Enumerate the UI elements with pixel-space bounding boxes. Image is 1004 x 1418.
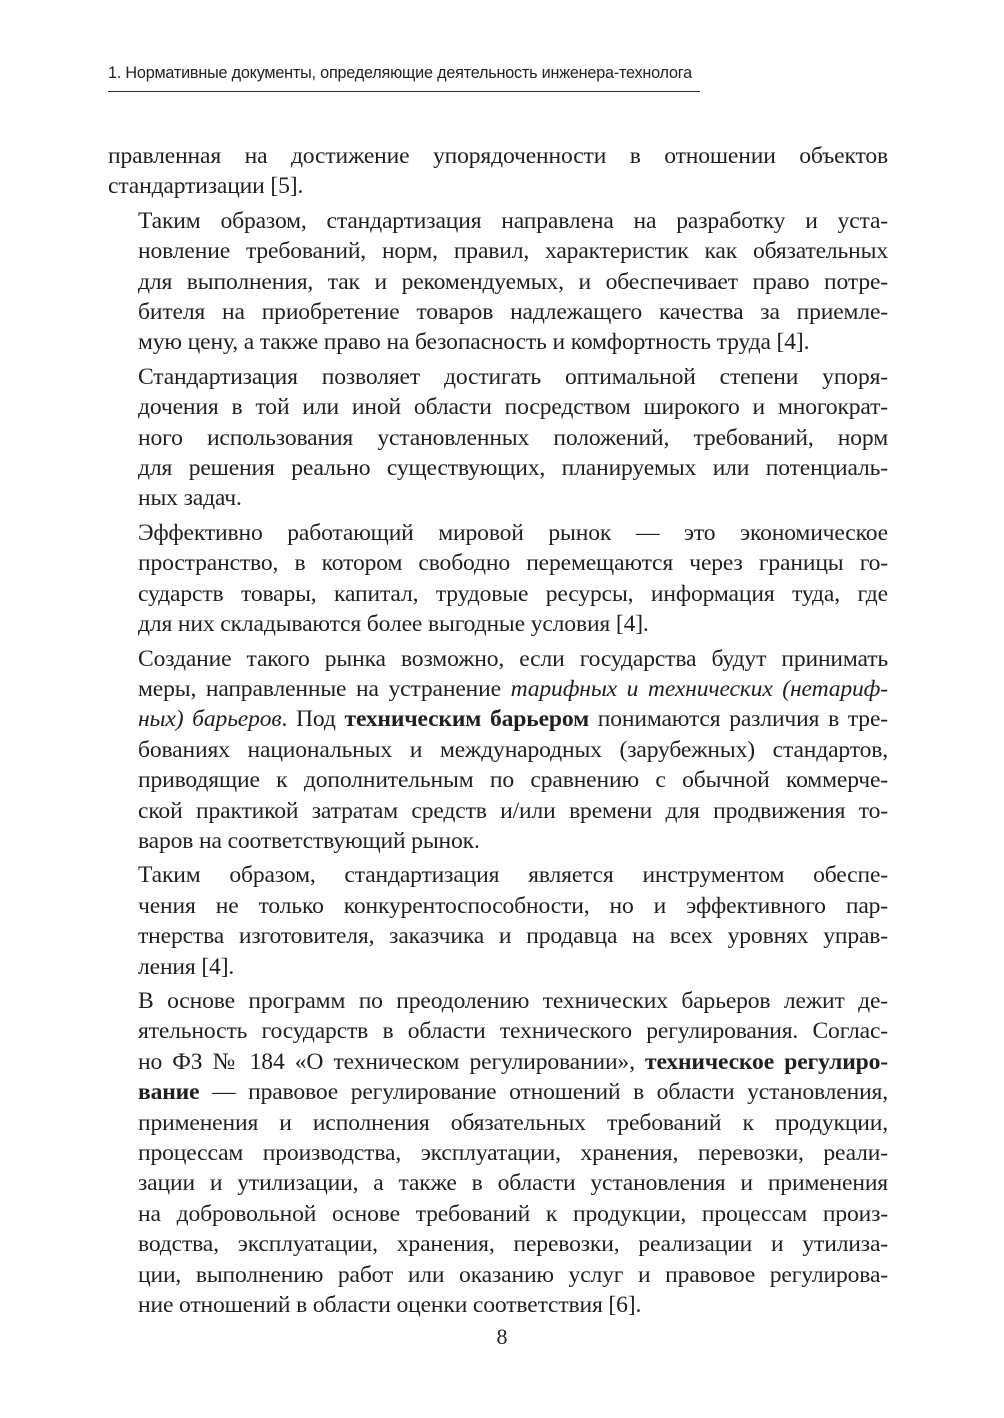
text-line: новление требований, норм, правил, характеристик как обязательных: [138, 238, 888, 265]
paragraph-3: [108, 362, 888, 514]
running-header: 1. Нормативные документы, определяющие деятельность инженера-технолога: [108, 64, 700, 92]
text-line: приводящие к дополнительным по сравнению с обычной коммерче-: [138, 767, 888, 794]
text-line: В основе программ по преодолению технических барьеров лежит де-: [138, 987, 888, 1014]
paragraph-1: [108, 141, 888, 202]
text-line: ции, выполнению работ или оказанию услуг и правовое регулирова-: [138, 1261, 888, 1288]
text-line: Таким образом, стандартизация направлена на разработку и уста-: [138, 207, 888, 234]
text-line: бованиях национальных и международных (зарубежных) стандартов,: [138, 736, 888, 763]
text-line: [108, 1047, 888, 1077]
text-line: [108, 1077, 888, 1107]
text-line: ного использования установленных положений, требований, норм: [138, 424, 888, 451]
text-line: на добровольной основе требований к продукции, процессам произ-: [138, 1200, 888, 1227]
paragraph-4: [108, 518, 888, 640]
text-run: понимаются различия в тре-: [589, 706, 888, 733]
text-line: тнерства изготовителя, заказчика и продавца на всех уровнях управ-: [138, 923, 888, 950]
paragraph-7: [108, 986, 888, 1320]
body-text: [108, 141, 888, 1324]
text-line: ние отношений в области оценки соответствия [6].: [138, 1292, 642, 1319]
bold-term: техническим барьером: [344, 706, 589, 733]
italic-term: ных) барьеров: [138, 706, 282, 733]
text-line: зации и утилизации, а также в области установления и применения: [138, 1170, 888, 1197]
text-run: меры, направленные на устранение: [138, 675, 511, 702]
text-line: дочения в той или иной области посредством широкого и многократ-: [138, 394, 888, 421]
text-line: ления [4].: [138, 953, 235, 980]
text-line: мую цену, а также право на безопасность и комфортность труда [4].: [138, 329, 810, 356]
text-line: процессам производства, эксплуатации, хранения, перевозки, реали-: [138, 1140, 888, 1166]
text-line: ных задач.: [138, 485, 242, 512]
text-line: водства, эксплуатации, хранения, перевозки, реализации и утилиза-: [138, 1231, 888, 1258]
text-line: [108, 704, 888, 734]
text-run: но ФЗ № 184 «О техническом регулировании»,: [138, 1048, 646, 1075]
text-line: чения не только конкурентоспособности, но и эффективного пар-: [138, 892, 888, 919]
text-run: . Под: [281, 706, 345, 733]
text-line: [108, 674, 888, 704]
text-line: Стандартизация позволяет достигать оптимальной степени упоря-: [138, 363, 888, 390]
text-line: стандартизации [5].: [108, 173, 304, 200]
text-line: Таким образом, стандартизация является инструментом обеспе-: [138, 862, 888, 889]
bold-term: вание: [138, 1079, 200, 1106]
text-line: для выполнения, так и рекомендуемых, и обеспечивает право потре-: [138, 268, 888, 295]
text-line: варов на соответствующий рынок.: [138, 827, 480, 854]
paragraph-2: [108, 206, 888, 358]
text-line: применения и исполнения обязательных требований к продукции,: [138, 1109, 888, 1136]
paragraph-6: [108, 860, 888, 982]
text-line: Создание такого рынка возможно, если государства будут принимать: [138, 645, 888, 672]
text-run: — правовое регулирование отношений в области установления,: [199, 1079, 888, 1106]
text-line: бителя на приобретение товаров надлежащего качества за приемле-: [138, 299, 888, 326]
italic-term: тарифных и технических (нетариф-: [510, 675, 888, 702]
text-line: сударств товары, капитал, трудовые ресурсы, информация туда, где: [138, 580, 888, 607]
bold-term: техническое регулиро-: [645, 1048, 888, 1075]
paragraph-5: [108, 644, 888, 857]
text-line: ской практикой затратам средств и/или времени для продвижения то-: [138, 797, 888, 824]
text-line: для решения реально существующих, планируемых или потенциаль-: [138, 455, 888, 482]
text-line: пространство, в котором свободно перемещаются через границы го-: [138, 550, 888, 577]
text-line: для них складываются более выгодные условия [4].: [138, 611, 649, 638]
text-line: Эффективно работающий мировой рынок — это экономическое: [138, 519, 888, 546]
text-line: правленная на достижение упорядоченности в отношении объектов: [108, 143, 888, 169]
page-number: 8: [496, 1324, 508, 1349]
text-line: ятельность государств в области технического регулирования. Соглас-: [138, 1018, 888, 1045]
